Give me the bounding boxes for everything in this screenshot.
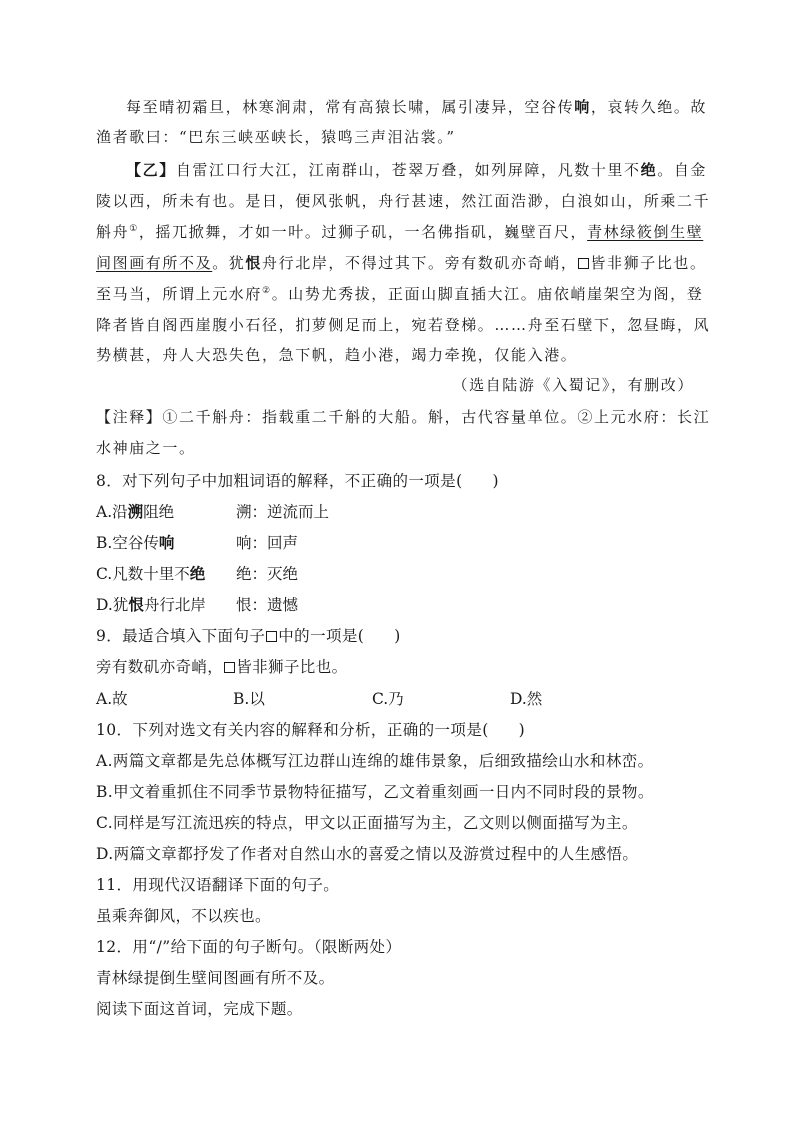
paren-close: ) xyxy=(394,627,401,645)
text-run: 舟行北岸，不得过其下。旁有数矶亦奇峭， xyxy=(262,254,578,272)
text-run: 9．最适合填入下面句子 xyxy=(96,627,266,645)
text-run: 。山势尤秀拔，正面山脚直插大江。庙依峭崖架空为阁，登 xyxy=(271,285,704,303)
bold-word: 恨 xyxy=(128,595,144,614)
question-9-stem xyxy=(96,625,706,647)
text-run: ，哀转久绝。故 xyxy=(590,98,708,116)
note-marker-2: ② xyxy=(262,286,272,296)
text-run: 。犹 xyxy=(212,254,246,272)
question-12-sentence: 青林绿提倒生壁间图画有所不及。 xyxy=(96,969,335,987)
question-text: 8．对下列句子中加粗词语的解释，不正确的一项是( xyxy=(96,472,463,490)
q10-option-b: B.甲文着重抓住不同季节景物特征描写，乙文着重刻画一日内不同时段的景物。 xyxy=(96,783,654,801)
q8-option-a xyxy=(96,501,174,523)
q8-option-d xyxy=(96,594,206,616)
q9-option-d: D.然 xyxy=(510,690,543,708)
question-11-stem: 11．用现代汉语翻译下面的句子。 xyxy=(96,876,340,894)
q9-option-c: C.乃 xyxy=(372,690,404,708)
text-run: D.犹 xyxy=(96,596,129,614)
passage-yi-line-7: 势横甚，舟人大恐失色，急下帆，趋小港，竭力牵挽，仅能入港。 xyxy=(96,346,578,364)
text-run: 皆非狮子比也。 xyxy=(236,658,348,676)
text-run: 中的一项是( xyxy=(278,627,365,645)
q10-option-d: D.两篇文章都抒发了作者对自然山水的喜爱之情以及游赏过程中的人生感悟。 xyxy=(96,845,639,863)
q9-option-b: B.以 xyxy=(233,690,265,708)
source-citation: （选自陆游《入蜀记》，有删改） xyxy=(452,376,694,394)
text-run: ，摇兀掀舞，才如一叶。过狮子矶，一名佛指矶，巍壁百尺， xyxy=(138,223,588,241)
note-marker-1: ① xyxy=(129,224,139,234)
question-12-stem: 12．用“/”给下面的句子断句。（限断两处） xyxy=(96,938,402,956)
q8-option-c xyxy=(96,563,205,585)
passage-yi-line-4 xyxy=(96,252,706,274)
bold-word: 溯 xyxy=(127,502,144,521)
blank-box xyxy=(224,662,235,673)
paren-close: ) xyxy=(518,721,526,739)
question-9-sentence xyxy=(96,656,706,678)
question-8-stem xyxy=(96,470,706,492)
blank-box xyxy=(578,258,589,269)
underlined-text: 间图画有所不及 xyxy=(96,254,213,272)
notes-line-1: 【注释】①二千斛舟：指载重二千斛的大船。斛，古代容量单位。②上元水府：长江 xyxy=(96,408,711,426)
q8-option-b-explanation: 响：回声 xyxy=(236,534,299,552)
blank-box xyxy=(266,631,277,642)
passage-yi-line-2: 陵以西，所未有也。是日，便风张帆，舟行甚速，然江面浩渺，白浪如山，所乘二千 xyxy=(96,192,711,210)
passage-yi-line-6: 降者皆自阁西崖腹小石径，扪萝侧足而上，宛若登梯。……舟至石壁下，忽昼晦，风 xyxy=(96,316,711,334)
text-run: 斛舟 xyxy=(96,223,130,241)
question-11-sentence: 虽乘奔御风，不以疾也。 xyxy=(96,907,271,925)
passage-jia-line-1 xyxy=(126,96,736,118)
question-10-stem xyxy=(96,719,706,741)
underlined-text: 青林绿筱倒生壁 xyxy=(587,223,704,241)
notes-line-2: 水神庙之一。 xyxy=(96,439,196,457)
bold-word: 响 xyxy=(574,98,591,116)
passage-yi-line-3 xyxy=(96,221,706,243)
text-run: 每至晴初霜旦，林寒涧肃，常有高猿长啸，属引凄异，空谷传 xyxy=(126,98,575,116)
text-run: 至马当，所谓上元水府 xyxy=(96,285,263,303)
bold-word: 恨 xyxy=(245,254,263,272)
text-run: 旁有数矶亦奇峭， xyxy=(96,658,224,676)
bold-word: 绝 xyxy=(640,161,658,179)
bold-word: 绝 xyxy=(189,564,206,583)
passage-yi-line-1 xyxy=(126,159,736,181)
q8-option-c-explanation: 绝：灭绝 xyxy=(236,565,299,583)
q8-option-d-explanation: 恨：遗憾 xyxy=(236,596,299,614)
bold-word: 响 xyxy=(158,533,175,552)
text-run: 自雷江口行大江，江南群山，苍翠万叠，如列屏障，凡数十里不 xyxy=(175,161,641,179)
paren-close: ) xyxy=(492,472,499,490)
next-section-instruction: 阅读下面这首词，完成下题。 xyxy=(96,1000,303,1018)
text-run: 舟行北岸 xyxy=(143,596,206,614)
passage-yi-line-5 xyxy=(96,283,706,305)
q8-option-b xyxy=(96,532,174,554)
text-run: 阻绝 xyxy=(143,503,175,521)
passage-label: 【乙】 xyxy=(126,161,176,179)
text-run: B.空谷传 xyxy=(96,534,159,552)
text-run: 皆非狮子比也。 xyxy=(590,254,707,272)
text-run: 。自金 xyxy=(657,161,708,179)
text-run: C.凡数十里不 xyxy=(96,565,190,583)
text-run: A.沿 xyxy=(96,503,128,521)
q10-option-c: C.同样是写江流迅疾的特点，甲文以正面描写为主，乙文则以侧面描写为主。 xyxy=(96,814,638,832)
question-text: 10．下列对选文有关内容的解释和分析，正确的一项是( xyxy=(96,721,489,739)
q10-option-a: A.两篇文章都是先总体概写江边群山连绵的雄伟景象，后细致描绘山水和林峦。 xyxy=(96,752,654,770)
q8-option-a-explanation: 溯：逆流而上 xyxy=(236,503,330,521)
q9-option-a: A.故 xyxy=(96,690,128,708)
passage-jia-line-2: 渔者歌曰：“巴东三峡巫峡长，猿鸣三声泪沾裳。” xyxy=(96,128,456,146)
